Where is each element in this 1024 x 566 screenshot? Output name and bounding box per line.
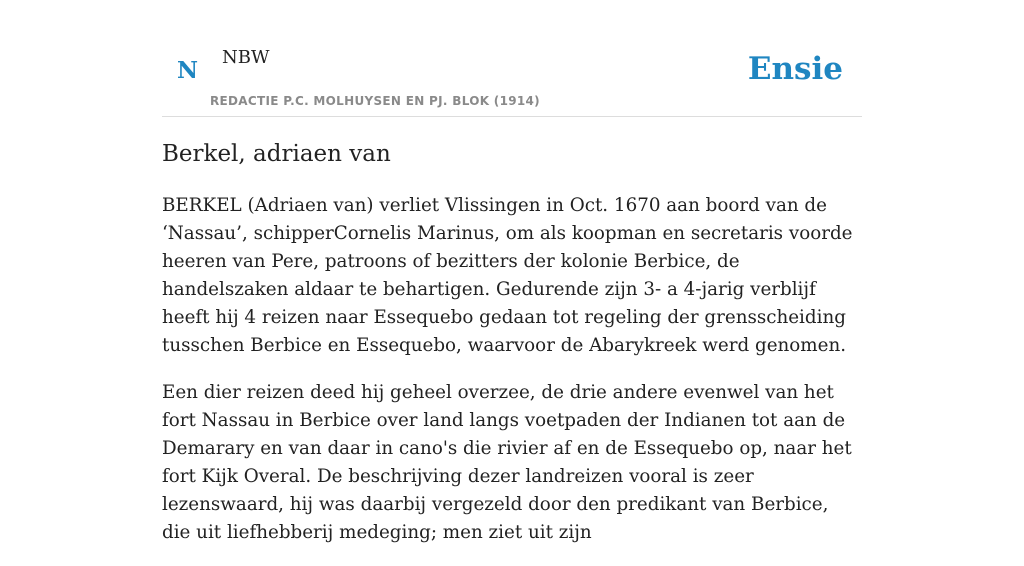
source-logo[interactable]: N — [177, 57, 199, 84]
article-body — [162, 192, 862, 566]
article-title: Berkel, adriaen van — [162, 141, 391, 167]
article-paragraph: Een dier reizen deed hij geheel overzee, de drie andere evenwel van het fort Nassau in Berbice over land langs voetpaden der Indianen tot aan de Demarary en van daar in cano's die rivier af en de Essequebo op, naar het fort Kijk Overal. De beschrijving dezer landreizen vooral is zeer lezenswaard, hij was daarbij vergezeld door den predikant van Berbice, die uit liefhebberij medeging; men ziet uit zijn — [162, 382, 852, 543]
brand-logo-link[interactable]: Ensie — [747, 51, 843, 87]
header — [162, 0, 862, 117]
source-subtitle: REDACTIE P.C. MOLHUYSEN EN PJ. BLOK (1914) — [210, 94, 540, 108]
article-paragraph: BERKEL (Adriaen van) verliet Vlissingen in Oct. 1670 aan boord van de ‘Nassau’, schipperCornelis Marinus, om als koopman en secretaris voorde heeren van Pere, patroons of bezitters der kolonie Berbice, de handelszaken aldaar te behartigen. Gedurende zijn 3- a 4-jarig verblijf heeft hij 4 reizen naar Essequebo gedaan tot regeling der grensscheiding tusschen Berbice en Essequebo, waarvoor de Abarykreek werd genomen. — [162, 195, 853, 356]
source-name[interactable]: NBW — [222, 47, 270, 68]
